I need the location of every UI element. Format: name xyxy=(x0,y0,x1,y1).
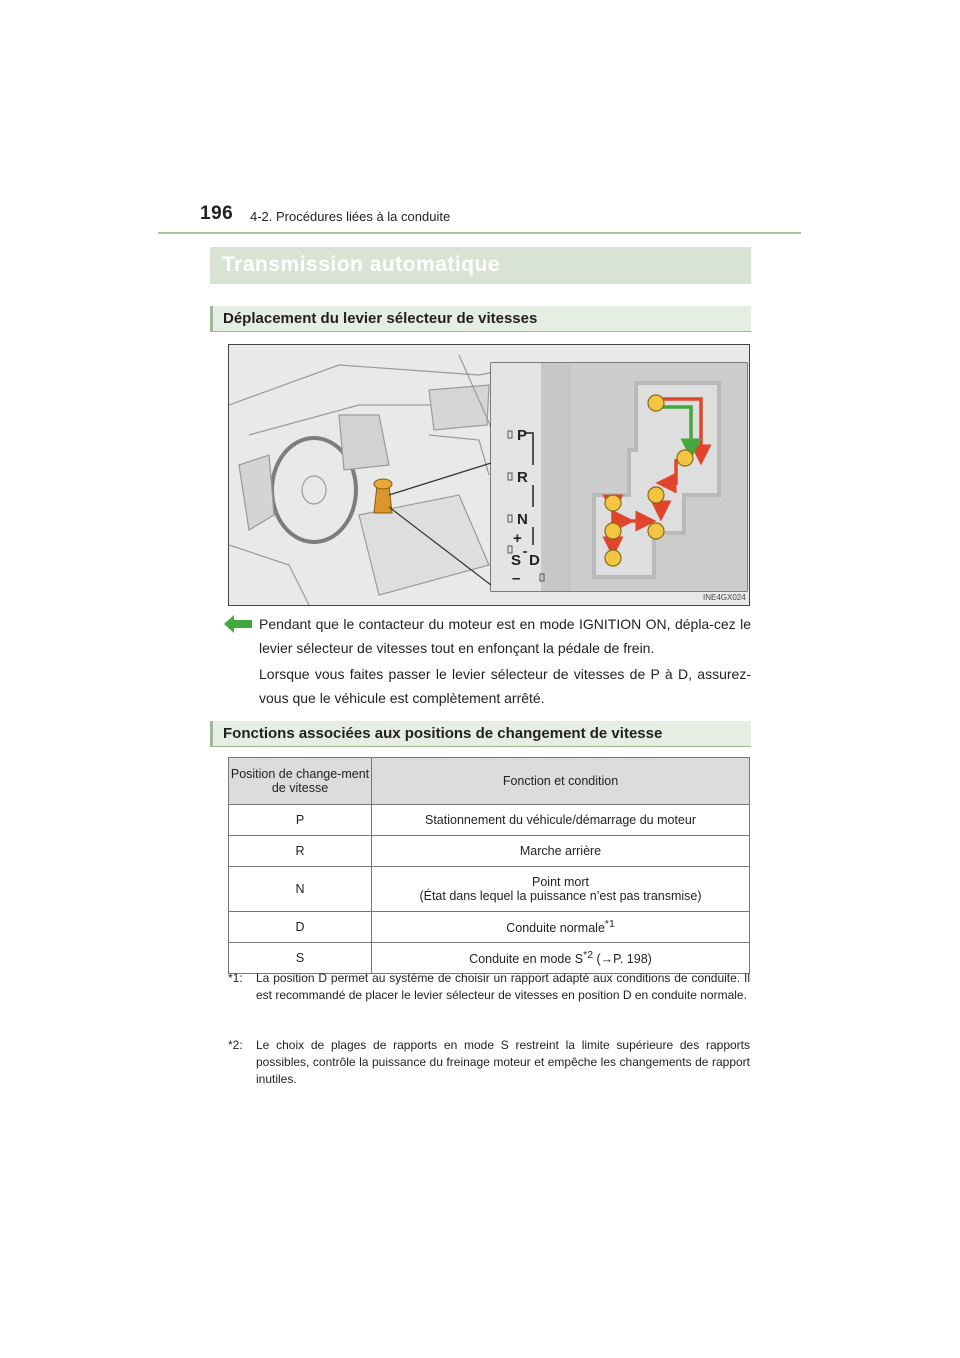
footnote-1 xyxy=(228,970,750,1004)
gate-label-r: R xyxy=(517,469,528,486)
subheading-1: Déplacement du levier sélecteur de vitesses xyxy=(223,310,538,327)
gate-label-minus: – xyxy=(512,570,521,587)
footnote-mark: *1: xyxy=(228,971,243,985)
page-number: 196 xyxy=(200,203,234,224)
function-text: Conduite en mode S xyxy=(469,952,584,967)
position-cell: R xyxy=(229,836,372,867)
shift-lever-figure xyxy=(228,344,750,606)
function-text: Conduite normale xyxy=(506,921,605,936)
figure-code: INE4GX024 xyxy=(703,593,746,602)
footnote-2 xyxy=(228,1037,750,1088)
function-cell: Marche arrière xyxy=(372,836,750,867)
page-title: Transmission automatique xyxy=(222,253,501,276)
function-cell xyxy=(372,867,750,912)
function-line-1: Point mort xyxy=(532,875,589,889)
gear-positions-table xyxy=(228,757,750,974)
column-header-position: Position de change-ment de vitesse xyxy=(229,758,372,805)
gate-label-plus: + xyxy=(513,530,522,547)
column-header-function: Fonction et condition xyxy=(372,758,750,805)
footnote-ref: *2 xyxy=(583,949,593,961)
figure-svg xyxy=(229,345,749,605)
function-line-2: (État dans lequel la puissance n’est pas transmise) xyxy=(419,889,702,903)
arrow-bullet-icon xyxy=(224,615,252,633)
gate-label-d: D xyxy=(529,552,540,569)
table-row xyxy=(229,836,750,867)
table-row xyxy=(229,805,750,836)
page-reference: (→P. 198) xyxy=(592,952,652,967)
table-row xyxy=(229,943,750,974)
position-cell: P xyxy=(229,805,372,836)
gate-label-s: S xyxy=(511,552,522,569)
paragraph-2: Lorsque vous faites passer le levier sélecteur de vitesses de P à D, assurez-vous que le véhicule est complètement arrêté. xyxy=(259,666,751,706)
footnote-text: Le choix de plages de rapports en mode S restreint la limite supérieure des rapports possibles, contrôle la puissance du freinage moteur et empêche les changements de rapport inutiles. xyxy=(256,1038,750,1086)
position-cell: D xyxy=(229,912,372,943)
footnote-mark: *2: xyxy=(228,1038,243,1052)
function-cell xyxy=(372,943,750,974)
gate-label-n: N xyxy=(517,511,528,528)
header-rule xyxy=(158,232,801,234)
gate-label-p: P xyxy=(517,427,528,444)
position-cell: S xyxy=(229,943,372,974)
subheading-2: Fonctions associées aux positions de changement de vitesse xyxy=(223,725,663,742)
function-cell: Stationnement du véhicule/démarrage du moteur xyxy=(372,805,750,836)
table-row xyxy=(229,867,750,912)
table-header-row xyxy=(229,758,750,805)
position-cell: N xyxy=(229,867,372,912)
table-row xyxy=(229,912,750,943)
function-cell xyxy=(372,912,750,943)
footnote-text: La position D permet au système de choisir un rapport adapté aux conditions de conduite. Il est recommandé de placer le levier sélecteur de vitesses en position D en conduite normale. xyxy=(256,971,750,1002)
paragraph-1: Pendant que le contacteur du moteur est en mode IGNITION ON, dépla-cez le levier sélecteur de vitesses tout en enfonçant la pédale de frein. xyxy=(259,616,751,656)
section-title: 4-2. Procédures liées à la conduite xyxy=(250,209,451,224)
footnote-ref: *1 xyxy=(604,918,615,930)
